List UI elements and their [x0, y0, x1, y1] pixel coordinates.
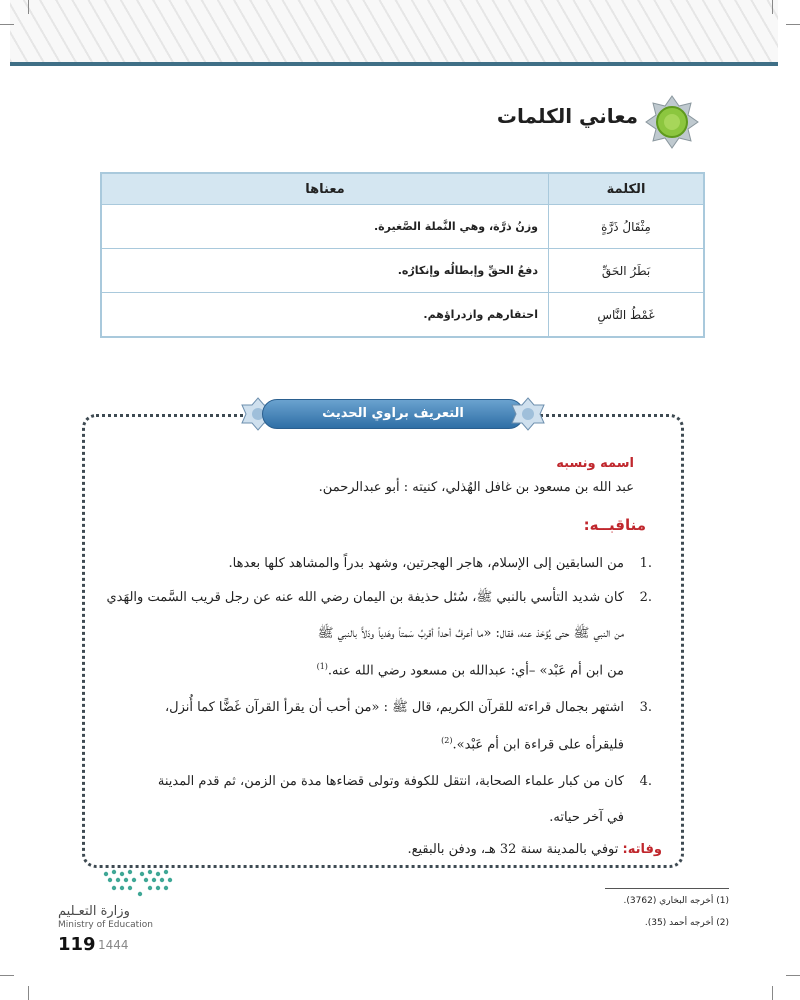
death-label: وفاته: [622, 842, 662, 857]
meaning-cell: وزنُ ذرَّة، وهي النَّملة الصَّغيرة. [102, 205, 549, 249]
footnote: (1) أخرجه البخاري (3762). [623, 896, 729, 906]
word-cell: بَطَرُ الحَقِّ [549, 249, 704, 293]
trim-mark [28, 986, 29, 1000]
ministry-logo-icon [96, 866, 188, 900]
section-header [496, 94, 700, 150]
page-number: 119 [58, 934, 96, 955]
item-text-line: من ابن أم عَبْد» –أي: عبدالله بن مسعود رضي الله عنه. [327, 663, 624, 679]
banner-bar [262, 399, 524, 429]
meaning-cell: احتقارهم وازدراؤهم. [102, 293, 549, 337]
name-text: عبد الله بن مسعود بن غافل الهُذلي، كنيته : أبو عبدالرحمن. [318, 480, 634, 495]
footnote-ref: (1) [316, 662, 328, 671]
narrator-banner [240, 395, 546, 433]
item-text: في آخر حياته. [549, 810, 624, 825]
virtues-heading: مناقبــه: [583, 516, 646, 534]
footnote: (2) أخرجه أحمد (35). [644, 918, 729, 928]
star-badge-icon [644, 94, 700, 150]
word-cell: غَمْطُ النَّاسِ [549, 293, 704, 337]
section-title: معاني الكلمات [496, 104, 638, 128]
item-number: 3. [639, 700, 652, 715]
trim-mark [772, 0, 773, 14]
item-number: 1. [639, 556, 652, 571]
word-cell: مِثْقَالُ ذَرَّةٍ [549, 205, 704, 249]
item-text-line: فليقرأه على قراءة ابن أم عَبْد». [452, 737, 624, 753]
item-text: من النبي ﷺ حتى يُؤخذ عنه، فقال: «ما أعرفُ أحداً أقربُ سَمتاً وهَدياً ودَلاًّ بالنبي ﷺ [317, 626, 624, 641]
item-number: 2. [639, 590, 652, 605]
header-meaning: معناها [102, 174, 549, 205]
ornament-right-icon [510, 397, 546, 431]
item-text: كان شديد التأسي بالنبي ﷺ، سُئل حذيفة بن اليمان رضي الله عنه عن رجل قريب السَّمت والهَدي [106, 590, 624, 605]
meaning-cell: دفعُ الحقِّ وإبطالُه وإنكارُه. [102, 249, 549, 293]
table-header-row [102, 174, 704, 205]
header-word: الكلمة [549, 174, 704, 205]
header-pattern [10, 0, 778, 62]
ministry-name-ar: وزارة التعـليم [58, 904, 130, 919]
trim-mark [772, 986, 773, 1000]
table-row [102, 205, 704, 249]
item-text: من السابقين إلى الإسلام، هاجر الهجرتين، وشهد بدراً والمشاهد كلها بعدها. [228, 556, 624, 571]
narrator-title: التعريف براوي الحديث [322, 406, 464, 421]
item-text: اشتهر بجمال قراءته للقرآن الكريم، قال ﷺ : «من أحب أن يقرأ القرآن غَضًّا كما أُنزل، [164, 700, 624, 715]
item-number: 4. [639, 774, 652, 789]
table-row [102, 249, 704, 293]
footnote-ref: (2) [441, 736, 453, 745]
header-rule [10, 62, 778, 66]
ministry-name-en: Ministry of Education [58, 920, 153, 930]
name-heading: اسمه ونسبه [556, 456, 634, 471]
trim-mark [0, 24, 14, 25]
item-text [317, 662, 624, 679]
death-line [407, 842, 662, 858]
item-text [441, 736, 624, 753]
vocab-table [100, 172, 705, 338]
trim-mark [0, 975, 14, 976]
page-year: 1444 [98, 938, 129, 952]
item-text: كان من كبار علماء الصحابة، انتقل للكوفة وتولى قضاءها مدة من الزمن، ثم قدم المدينة [157, 774, 624, 789]
trim-mark [786, 975, 800, 976]
death-text: توفي بالمدينة سنة 32 هـ، ودفن بالبقيع. [407, 842, 619, 857]
footnote-rule [605, 888, 729, 889]
trim-mark [786, 24, 800, 25]
trim-mark [28, 0, 29, 14]
table-row [102, 293, 704, 337]
